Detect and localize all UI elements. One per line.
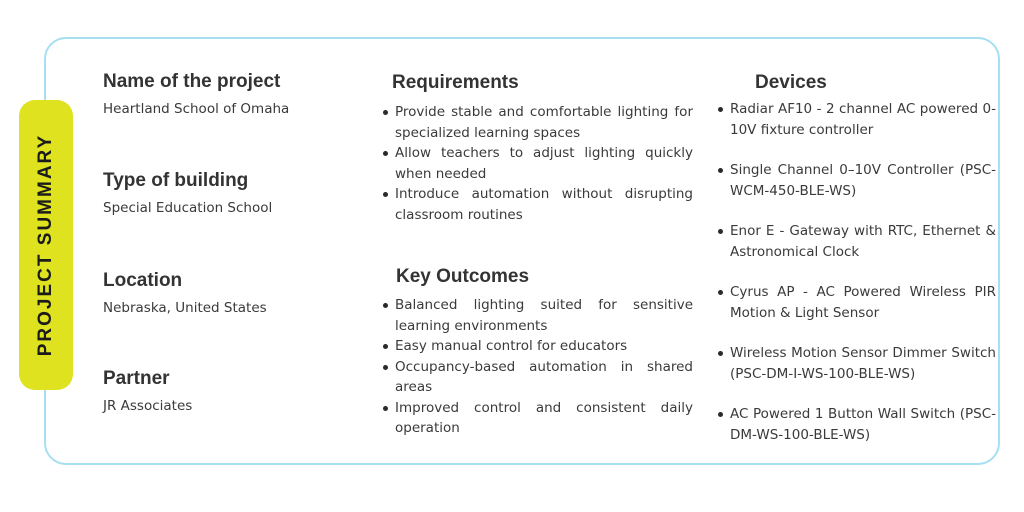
key-outcomes-heading: Key Outcomes — [396, 266, 530, 287]
building-type-label: Type of building — [103, 170, 249, 191]
partner-value: JR Associates — [103, 398, 193, 414]
building-type-value: Special Education School — [103, 200, 273, 216]
list-item: AC Powered 1 Button Wall Switch (PSC-DM-WS-100-BLE-WS) — [716, 404, 996, 445]
list-item: Single Channel 0–10V Controller (PSC-WCM-450-BLE-WS) — [716, 160, 996, 201]
list-item: Radiar AF10 - 2 channel AC powered 0-10V fixture controller — [716, 99, 996, 140]
partner-label: Partner — [103, 368, 170, 389]
outcomes-list — [381, 295, 693, 439]
devices-list — [716, 99, 996, 445]
devices-heading: Devices — [755, 72, 827, 93]
requirements-list — [381, 102, 693, 225]
project-name-value: Heartland School of Omaha — [103, 101, 290, 117]
list-item: Allow teachers to adjust lighting quickly when needed — [381, 143, 693, 184]
list-item: Introduce automation without disrupting classroom routines — [381, 184, 693, 225]
project-name-label: Name of the project — [103, 71, 281, 92]
list-item: Enor E - Gateway with RTC, Ethernet & Astronomical Clock — [716, 221, 996, 262]
project-summary-tab — [19, 100, 73, 390]
requirements-heading: Requirements — [392, 72, 519, 93]
location-label: Location — [103, 270, 183, 291]
project-summary-label: PROJECT SUMMARY — [35, 133, 56, 357]
list-item: Improved control and consistent daily operation — [381, 398, 693, 439]
list-item: Balanced lighting suited for sensitive learning environments — [381, 295, 693, 336]
list-item: Easy manual control for educators — [381, 336, 693, 357]
list-item: Wireless Motion Sensor Dimmer Switch (PSC-DM-I-WS-100-BLE-WS) — [716, 343, 996, 384]
location-value: Nebraska, United States — [103, 300, 267, 316]
list-item: Cyrus AP - AC Powered Wireless PIR Motion & Light Sensor — [716, 282, 996, 323]
list-item: Occupancy-based automation in shared areas — [381, 357, 693, 398]
list-item: Provide stable and comfortable lighting for specialized learning spaces — [381, 102, 693, 143]
